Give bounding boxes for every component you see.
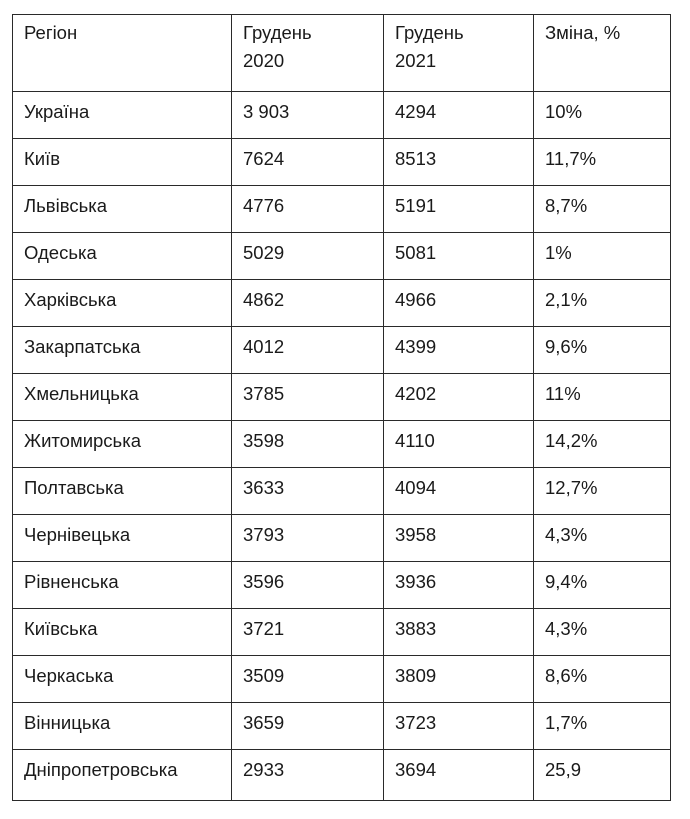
cell-dec-2021: 4294 [384, 92, 534, 139]
cell-change: 8,6% [534, 656, 671, 703]
cell-dec-2021: 4399 [384, 327, 534, 374]
cell-dec-2020: 5029 [232, 233, 384, 280]
cell-change: 12,7% [534, 468, 671, 515]
header-dec-2020-month: Грудень [243, 22, 312, 43]
cell-dec-2021: 3936 [384, 562, 534, 609]
header-dec-2020 [232, 15, 384, 92]
cell-dec-2020: 3633 [232, 468, 384, 515]
cell-dec-2021: 3723 [384, 703, 534, 750]
cell-region: Закарпатська [13, 327, 232, 374]
table-row [13, 750, 671, 801]
table-row [13, 139, 671, 186]
cell-change: 9,6% [534, 327, 671, 374]
cell-region: Київ [13, 139, 232, 186]
table-row [13, 609, 671, 656]
cell-change: 4,3% [534, 609, 671, 656]
table-row [13, 374, 671, 421]
table-body [13, 92, 671, 801]
cell-dec-2021: 3694 [384, 750, 534, 801]
header-dec-2021 [384, 15, 534, 92]
cell-region: Полтавська [13, 468, 232, 515]
cell-change: 1% [534, 233, 671, 280]
cell-dec-2020: 3721 [232, 609, 384, 656]
table-row [13, 656, 671, 703]
cell-change: 14,2% [534, 421, 671, 468]
cell-region: Чернівецька [13, 515, 232, 562]
cell-dec-2020: 3598 [232, 421, 384, 468]
cell-region: Черкаська [13, 656, 232, 703]
cell-region: Львівська [13, 186, 232, 233]
cell-dec-2020: 4776 [232, 186, 384, 233]
cell-dec-2021: 4966 [384, 280, 534, 327]
cell-region: Вінницька [13, 703, 232, 750]
cell-dec-2021: 3883 [384, 609, 534, 656]
cell-region: Україна [13, 92, 232, 139]
cell-change: 2,1% [534, 280, 671, 327]
cell-change: 4,3% [534, 515, 671, 562]
header-dec-2020-year: 2020 [243, 50, 285, 71]
salary-table [12, 14, 671, 801]
table-row [13, 703, 671, 750]
cell-region: Житомирська [13, 421, 232, 468]
cell-region: Харківська [13, 280, 232, 327]
table-row [13, 421, 671, 468]
table-row [13, 468, 671, 515]
cell-change: 9,4% [534, 562, 671, 609]
cell-dec-2021: 8513 [384, 139, 534, 186]
cell-dec-2020: 3596 [232, 562, 384, 609]
cell-change: 11% [534, 374, 671, 421]
cell-dec-2021: 4110 [384, 421, 534, 468]
cell-dec-2020: 3793 [232, 515, 384, 562]
cell-dec-2020: 3785 [232, 374, 384, 421]
cell-dec-2021: 3809 [384, 656, 534, 703]
header-dec-2021-month: Грудень [395, 22, 464, 43]
cell-region: Дніпропетровська [13, 750, 232, 801]
table-row [13, 92, 671, 139]
header-region: Регіон [13, 15, 232, 92]
cell-dec-2021: 5081 [384, 233, 534, 280]
cell-change: 11,7% [534, 139, 671, 186]
cell-dec-2021: 4202 [384, 374, 534, 421]
cell-dec-2020: 2933 [232, 750, 384, 801]
cell-region: Київська [13, 609, 232, 656]
cell-change: 10% [534, 92, 671, 139]
cell-dec-2020: 3 903 [232, 92, 384, 139]
cell-dec-2021: 5191 [384, 186, 534, 233]
table-row [13, 515, 671, 562]
cell-region: Рівненська [13, 562, 232, 609]
cell-change: 25,9 [534, 750, 671, 801]
cell-change: 8,7% [534, 186, 671, 233]
cell-dec-2020: 3509 [232, 656, 384, 703]
cell-dec-2020: 7624 [232, 139, 384, 186]
header-change: Зміна, % [534, 15, 671, 92]
table-row [13, 186, 671, 233]
cell-region: Хмельницька [13, 374, 232, 421]
header-dec-2021-year: 2021 [395, 50, 437, 71]
cell-dec-2021: 3958 [384, 515, 534, 562]
document-page [12, 14, 670, 801]
cell-change: 1,7% [534, 703, 671, 750]
cell-region: Одеська [13, 233, 232, 280]
cell-dec-2020: 3659 [232, 703, 384, 750]
table-row [13, 562, 671, 609]
cell-dec-2020: 4012 [232, 327, 384, 374]
header-row [13, 15, 671, 92]
table-row [13, 280, 671, 327]
table-row [13, 327, 671, 374]
table-row [13, 233, 671, 280]
table-header [13, 15, 671, 92]
cell-dec-2020: 4862 [232, 280, 384, 327]
cell-dec-2021: 4094 [384, 468, 534, 515]
